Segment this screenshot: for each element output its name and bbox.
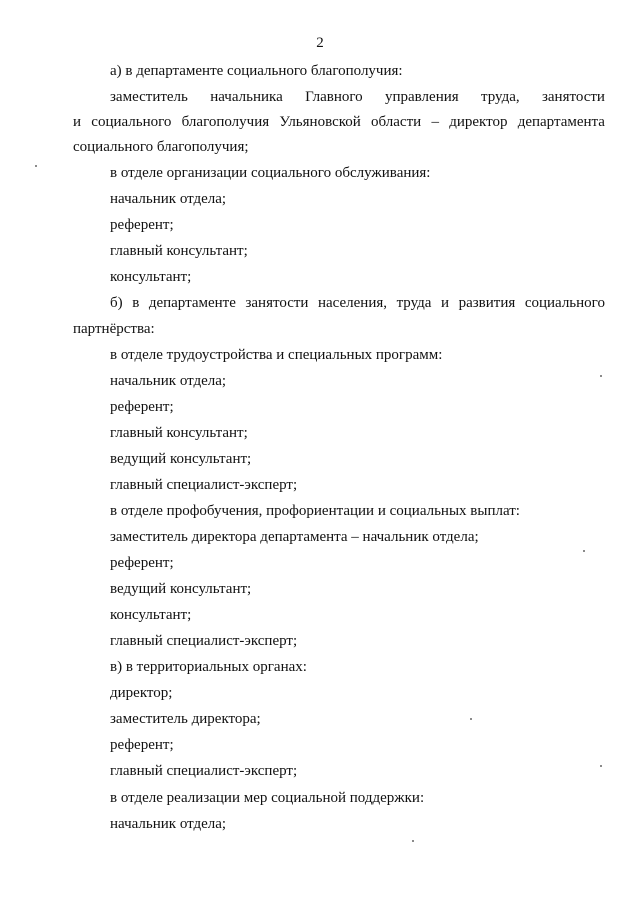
paragraph-line: консультант; xyxy=(110,269,192,285)
word: заместитель xyxy=(110,89,188,105)
justified-line xyxy=(73,113,605,131)
scan-speck xyxy=(412,840,414,842)
paragraph-line: главный консультант; xyxy=(110,425,248,441)
scan-speck xyxy=(600,765,602,767)
paragraph-line: главный специалист-эксперт; xyxy=(110,763,298,779)
word: – xyxy=(431,114,439,130)
word: и xyxy=(441,295,450,311)
paragraph-line: референт; xyxy=(110,399,174,415)
paragraph-line: референт; xyxy=(110,555,174,571)
paragraph-line: начальник отдела; xyxy=(110,373,227,389)
word: социального xyxy=(91,114,172,130)
paragraph-line: ведущий консультант; xyxy=(110,451,252,467)
word: управления xyxy=(384,89,459,105)
paragraph-line: ведущий консультант; xyxy=(110,581,252,597)
word: департамента xyxy=(517,114,605,130)
paragraph-line: в отделе организации социального обслуживания: xyxy=(110,165,431,181)
paragraph-line: референт; xyxy=(110,217,174,233)
word: Главного xyxy=(305,89,363,105)
scan-speck xyxy=(35,165,37,167)
scan-speck xyxy=(600,375,602,377)
word: в xyxy=(132,295,140,311)
word: Ульяновской xyxy=(279,114,361,130)
word: социального xyxy=(524,295,605,311)
paragraph-line: главный специалист-эксперт; xyxy=(110,633,298,649)
paragraph-line: директор; xyxy=(110,685,173,701)
paragraph-line: в отделе профобучения, профориентации и социальных выплат: xyxy=(110,503,520,519)
paragraph-line: референт; xyxy=(110,737,174,753)
paragraph-line: в) в территориальных органах: xyxy=(110,659,307,675)
word: и xyxy=(73,114,82,130)
paragraph-line: а) в департаменте социального благополучия: xyxy=(110,63,403,79)
word: благополучия xyxy=(181,114,270,130)
word: начальника xyxy=(210,89,283,105)
paragraph-line: социального благополучия; xyxy=(73,139,249,155)
word: труда xyxy=(396,295,432,311)
word: департаменте xyxy=(148,295,236,311)
paragraph-line: в отделе реализации мер социальной поддержки: xyxy=(110,790,425,806)
paragraph-line: консультант; xyxy=(110,607,192,623)
paragraph-line: главный специалист-эксперт; xyxy=(110,477,298,493)
word: директор xyxy=(449,114,508,130)
justified-line xyxy=(110,88,605,106)
word: области xyxy=(371,114,422,130)
scan-speck xyxy=(470,718,472,720)
word: труда, xyxy=(480,89,520,105)
word: развития xyxy=(458,295,516,311)
paragraph-line: начальник отдела; xyxy=(110,191,227,207)
paragraph-line: заместитель директора департамента – начальник отдела; xyxy=(110,529,479,545)
page-number: 2 xyxy=(316,35,324,51)
word: населения, xyxy=(317,295,388,311)
justified-line xyxy=(110,294,605,312)
word: занятости xyxy=(245,295,309,311)
paragraph-line: в отделе трудоустройства и специальных программ: xyxy=(110,347,443,363)
paragraph-line: начальник отдела; xyxy=(110,816,227,832)
paragraph-line: партнёрства: xyxy=(73,321,155,337)
scan-speck xyxy=(583,550,585,552)
paragraph-line: главный консультант; xyxy=(110,243,248,259)
word: б) xyxy=(110,295,123,311)
paragraph-line: заместитель директора; xyxy=(110,711,261,727)
word: занятости xyxy=(541,89,605,105)
